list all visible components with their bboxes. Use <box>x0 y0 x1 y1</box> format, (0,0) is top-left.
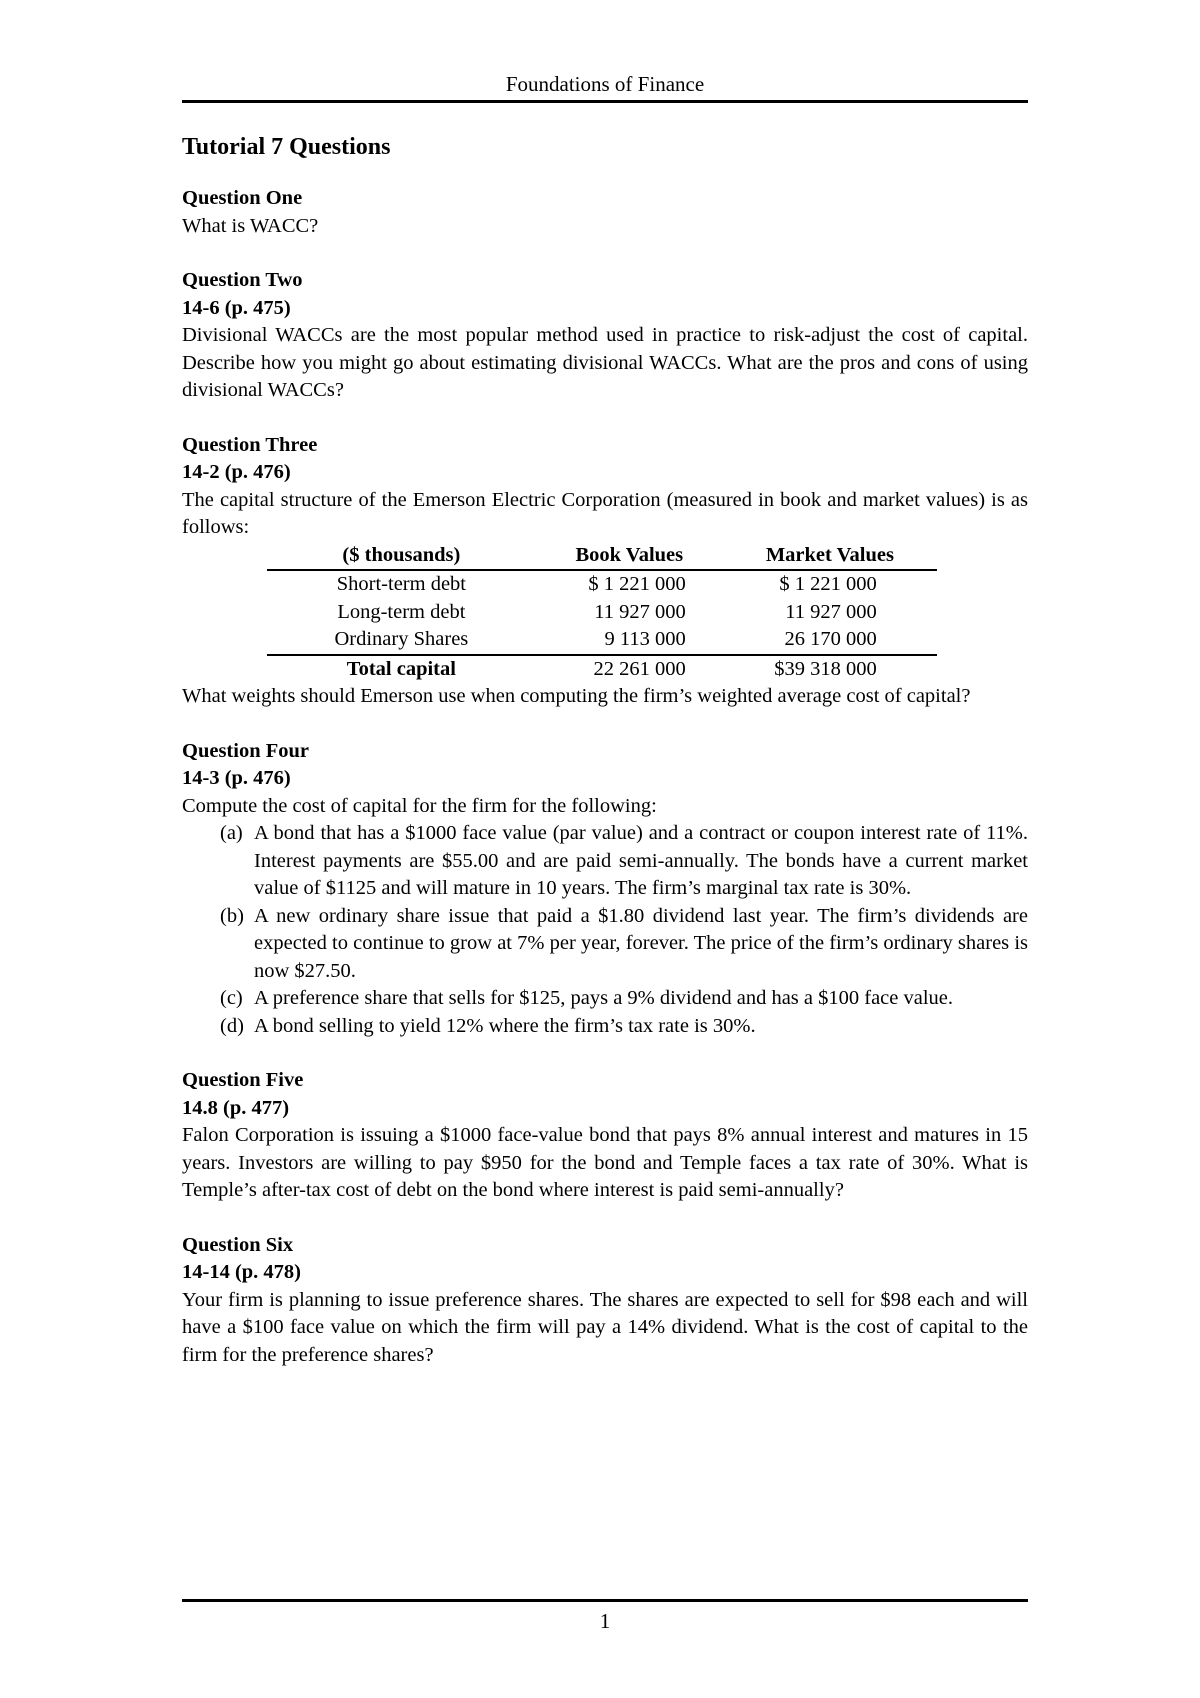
page-header-title: Foundations of Finance <box>505 72 705 96</box>
total-label: Total capital <box>346 657 456 680</box>
market-value: 26 170 000 <box>784 628 877 650</box>
item-marker: (b) <box>220 904 244 927</box>
question-two <box>182 267 1028 405</box>
footer-rule <box>182 1599 1028 1602</box>
question-heading: Question Two <box>182 269 303 291</box>
table-header-row <box>267 542 937 571</box>
question-heading: Question One <box>182 187 303 209</box>
table-row <box>267 626 937 655</box>
column-header-market: Market Values <box>723 542 937 571</box>
table-total-row <box>267 655 937 684</box>
table-row <box>267 570 937 599</box>
question-outro: What weights should Emerson use when computing the firm’s weighted average cost of capital? <box>182 685 971 707</box>
question-text: What is WACC? <box>182 214 319 237</box>
document-body <box>182 130 1028 1396</box>
list-item <box>220 985 1028 1013</box>
question-text: Falon Corporation is issuing a $1000 face-value bond that pays 8% annual interest and matures in 15 years. Investors are willing to pay $950 for the bond and Temple faces a tax rate of 30%. What is Temple’s after-tax cost of debt on the bond where interest is paid semi-annually? <box>182 1124 1028 1201</box>
book-value: $ 1 221 000 <box>588 573 686 595</box>
column-header-units: ($ thousands) <box>267 542 536 571</box>
item-text: A new ordinary share issue that paid a $1.80 dividend last year. The firm’s dividends are expected to continue to grow at 7% per year, forever. The price of the firm’s ordinary shares is now $27.50. <box>254 904 1028 982</box>
header-rule <box>182 100 1028 103</box>
question-intro: Compute the cost of capital for the firm for the following: <box>182 794 657 817</box>
page-number: 1 <box>599 1609 611 1633</box>
question-reference: 14-6 (p. 475) <box>182 296 291 319</box>
question-intro: The capital structure of the Emerson Electric Corporation (measured in book and market values) is as follows: <box>182 488 1028 538</box>
market-value: 11 927 000 <box>785 600 877 623</box>
question-reference: 14-3 (p. 476) <box>182 767 291 789</box>
question-reference: 14-2 (p. 476) <box>182 461 291 483</box>
list-item <box>220 903 1028 986</box>
item-text: A bond that has a $1000 face value (par value) and a contract or coupon interest rate of 11%. Interest payments are $55.00 and are paid semi-annually. The bonds have a current market value of $1125 and will mature in 10 years. The firm’s marginal tax rate is 30%. <box>254 822 1028 899</box>
question-four <box>182 738 1028 1041</box>
item-text: A preference share that sells for $125, pays a 9% dividend and has a $100 face value. <box>254 987 954 1009</box>
question-reference: 14-14 (p. 478) <box>182 1261 302 1283</box>
item-marker: (c) <box>220 987 243 1009</box>
row-label: Short-term debt <box>336 573 466 595</box>
list-item <box>220 1013 1028 1041</box>
column-header-book: Book Values <box>536 542 723 571</box>
question-six <box>182 1232 1028 1370</box>
total-market-value: $39 318 000 <box>774 657 877 680</box>
row-label: Long-term debt <box>337 600 466 623</box>
document-title: Tutorial 7 Questions <box>182 134 391 160</box>
item-marker: (a) <box>220 822 243 844</box>
list-item <box>220 820 1028 903</box>
question-three <box>182 432 1028 711</box>
row-label: Ordinary Shares <box>267 626 536 655</box>
book-value: 9 113 000 <box>604 628 686 650</box>
market-value: $ 1 221 000 <box>779 573 877 595</box>
question-heading: Question Three <box>182 433 318 456</box>
question-reference: 14.8 (p. 477) <box>182 1096 290 1119</box>
book-value: 11 927 000 <box>594 600 686 623</box>
table-row <box>267 599 937 627</box>
question-one <box>182 185 1028 240</box>
question-heading: Question Five <box>182 1069 304 1091</box>
total-book-value: 22 261 000 <box>593 657 686 680</box>
question-text: Divisional WACCs are the most popular method used in practice to risk-adjust the cost of capital. Describe how you might go about estimating divisional WACCs. What are the pros and cons of using divisional WACCs? <box>182 324 1028 401</box>
question-five <box>182 1067 1028 1205</box>
sub-question-list <box>182 820 1028 1040</box>
capital-structure-table <box>267 542 937 684</box>
item-marker: (d) <box>220 1014 244 1037</box>
question-text: Your firm is planning to issue preference shares. The shares are expected to sell for $98 each and will have a $100 face value on which the firm will pay a 14% dividend. What is the cost of capital to the firm for the preference shares? <box>182 1288 1028 1366</box>
item-text: A bond selling to yield 12% where the firm’s tax rate is 30%. <box>254 1014 756 1037</box>
question-heading: Question Six <box>182 1233 294 1256</box>
question-heading: Question Four <box>182 739 309 762</box>
